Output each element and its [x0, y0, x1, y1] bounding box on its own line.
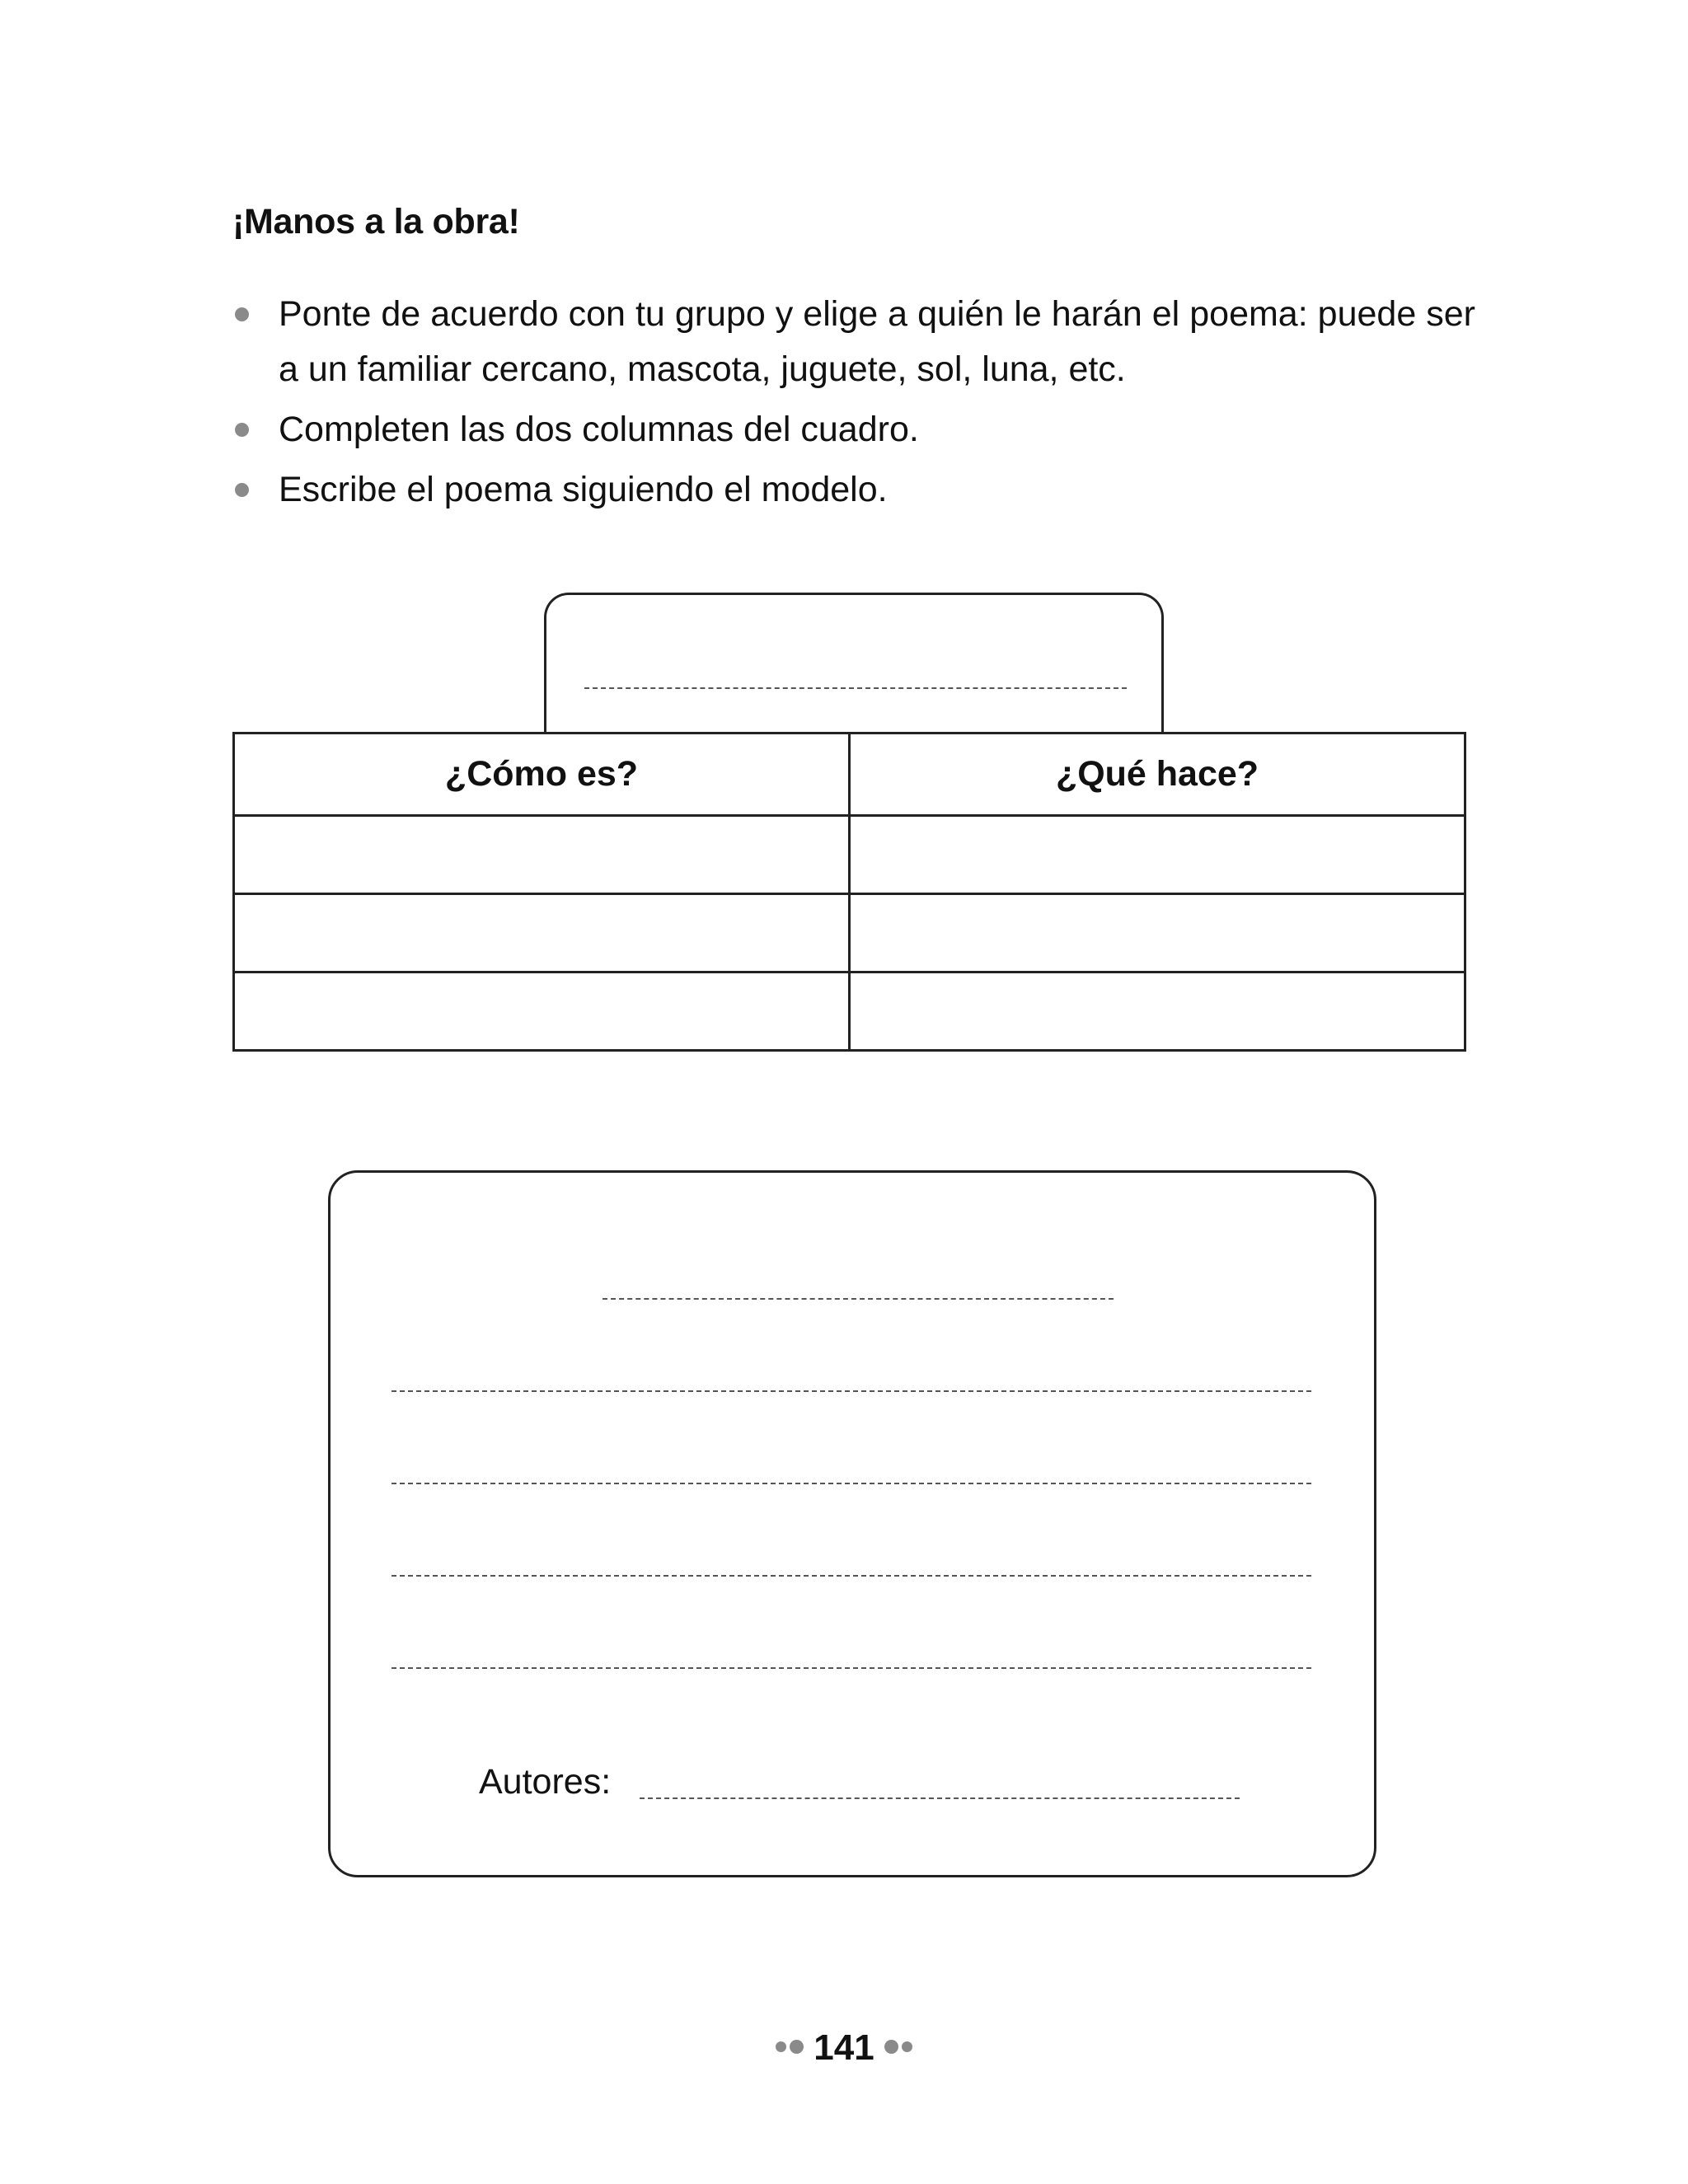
table-cell-que-hace[interactable] — [850, 972, 1465, 1051]
poem-verse-line[interactable] — [392, 1390, 1311, 1392]
table-cell-como-es[interactable] — [234, 816, 850, 894]
authors-label: Autores: — [479, 1762, 612, 1802]
subject-write-line[interactable] — [584, 687, 1127, 689]
table-row — [234, 816, 1465, 894]
table-cell-como-es[interactable] — [234, 972, 850, 1051]
poem-verse-line[interactable] — [392, 1483, 1311, 1484]
instruction-text: Completen las dos columnas del cuadro. — [279, 410, 919, 449]
bullet-icon — [235, 307, 249, 321]
page-number: 141 — [814, 2027, 874, 2068]
section-heading: ¡Manos a la obra! — [232, 202, 520, 241]
instruction-item — [232, 402, 1475, 457]
instruction-item — [232, 462, 1475, 518]
poem-box — [328, 1170, 1376, 1877]
subject-tab — [544, 593, 1164, 732]
description-table-container — [232, 732, 1466, 1052]
header-como-es: ¿Cómo es? — [234, 733, 850, 816]
page-number-footer — [0, 2027, 1688, 2069]
dot-icon — [902, 2041, 912, 2052]
poem-verse-line[interactable] — [392, 1667, 1311, 1669]
table-cell-que-hace[interactable] — [850, 894, 1465, 972]
instruction-item — [232, 287, 1475, 397]
table-row — [234, 972, 1465, 1051]
dot-icon — [884, 2040, 898, 2054]
table-row — [234, 894, 1465, 972]
description-table — [232, 732, 1466, 1052]
table-cell-que-hace[interactable] — [850, 816, 1465, 894]
instruction-list — [232, 287, 1475, 523]
poem-verse-line[interactable] — [392, 1575, 1311, 1577]
dot-icon — [776, 2041, 786, 2052]
header-que-hace: ¿Qué hace? — [850, 733, 1465, 816]
bullet-icon — [235, 423, 249, 437]
authors-write-line[interactable] — [640, 1797, 1240, 1799]
poem-title-line[interactable] — [603, 1298, 1114, 1300]
dot-icon — [790, 2040, 804, 2054]
table-header-row — [234, 733, 1465, 816]
instruction-text: Escribe el poema siguiendo el modelo. — [279, 470, 888, 509]
table-cell-como-es[interactable] — [234, 894, 850, 972]
instruction-text: Ponte de acuerdo con tu grupo y elige a quién le harán el poema: puede ser a un familiar cercano, mascota, juguete, sol, luna, etc. — [279, 294, 1475, 389]
bullet-icon — [235, 483, 249, 497]
